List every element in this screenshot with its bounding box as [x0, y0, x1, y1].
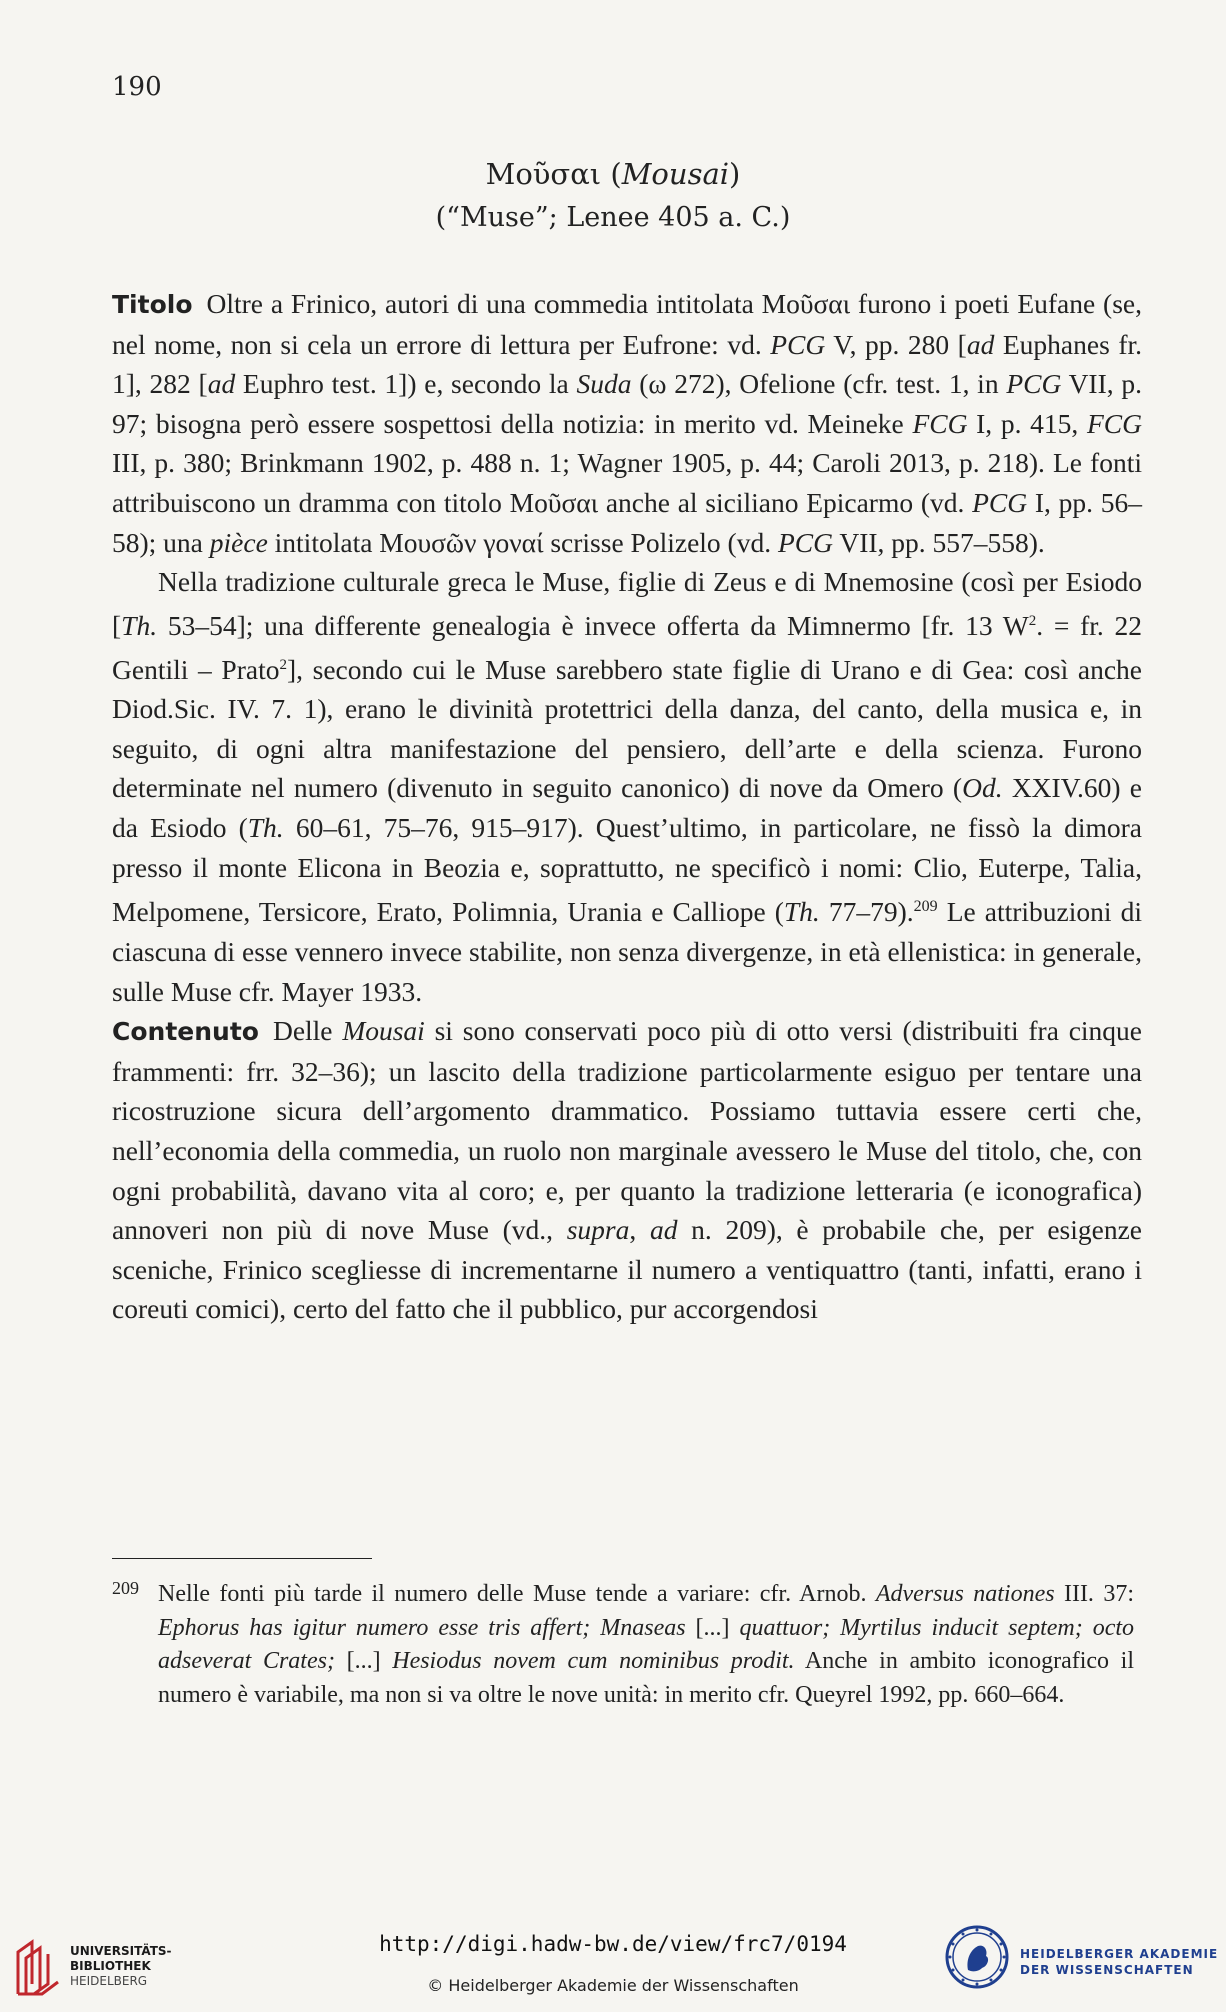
hadw-seal-icon [944, 1924, 1010, 1990]
paragraph-muse: Nella tradizione culturale greca le Muse, figlie di Zeus e di Mnemosine (così per Esiodo [Th. 53–54]; una differente genealogia è invece offerta da Mimnermo [fr. 13 $W^2$. = fr. 22 Gentili – Prato$^2$], secondo cui le Muse sarebbero state figlie di Urano e di Gea: così anche Diod.Sic. IV. 7. 1), erano le divinità protettrici della danza, del canto, della musica e, in seguito, di ogni altra manifestazione del pensiero, dell’arte e della scienza. Furono determinate nel numero (divenuto in seguito canonico) di nove da Omero (Od. XXIV.60) e da Esiodo (Th. 60–61, 75–76, 915–917). Quest’ultimo, in particolare, ne fissò la dimora presso il monte Elicona in Beozia e, soprattutto, ne specificò i nomi: Clio, Euterpe, Talia, Melpomene, Tersicore, Erato, Polimnia, Urania e Calliope (Th. 77–79).$^{209}$ Le attribuzioni di ciascuna di esse vennero invece stabilite, non senza divergenze, in età ellenistica: in generale, sulle Muse cfr. Mayer 1933. [112, 566, 1143, 1007]
title-translit: Mousai [621, 157, 730, 191]
body-text [112, 284, 1142, 1329]
footnote-number: 209 [112, 1578, 139, 1598]
section-subtitle: (“Muse”; Lenee 405 a. C.) [435, 202, 791, 233]
footnote: 209 Nelle fonti più tarde il numero delle Muse tende a variare: cfr. Arnob. Adversus nationes III. 37: Ephorus has igitur numero esse tris affert; Mnaseas [...] quattuor; Myrtilus inducit septem; octo adseverat Crates; [...] Hesiodus novem cum nominibus prodit. Anche in ambito iconografico il numero è variabile, ma non si va oltre le nove unità: in merito cfr. Queyrel 1992, pp. 660–664. [112, 1578, 1134, 1712]
footer [0, 1900, 1226, 2012]
copyright-text: © Heidelberger Akademie der Wissenschaften [427, 1976, 799, 1995]
page-number: 190 [112, 72, 162, 102]
ub-heidelberg-text: UNIVERSITÄTS- BIBLIOTHEK HEIDELBERG [70, 1944, 172, 1988]
titolo-label: Titolo [112, 290, 193, 319]
footnote-ref[interactable]: 209 [913, 898, 938, 916]
paragraph-titolo: Titolo Oltre a Frinico, autori di una commedia intitolata Μοῦσαι furono i poeti Eufane (se, nel nome, non si cela un errore di lettura per Eufrone: vd. PCG V, pp. 280 [ad Euphanes fr. 1], 282 [ad Euphro test. 1]) e, secondo la Suda (ω 272), Ofelione (cfr. test. 1, in PCG VII, p. 97; bisogna però essere sospettosi della notizia: in merito vd. Meineke FCG I, p. 415, FCG III, p. 380; Brinkmann 1902, p. 488 n. 1; Wagner 1905, p. 44; Caroli 2013, p. 218). Le fonti attribuiscono un dramma con titolo Μοῦσαι anche al siciliano Epicarmo (vd. PCG I, pp. 56–58); una pièce intitolata Μουσῶν γοναί scrisse Polizelo (vd. PCG VII, pp. 557–558). [112, 288, 1142, 558]
title-greek: Μοῦσαι [485, 157, 602, 191]
section-title: Μοῦσαι (Mousai) [485, 157, 741, 191]
paragraph-contenuto: Contenuto Delle Mousai si sono conservati poco più di otto versi (distribuiti fra cinque frammenti: frr. 32–36); un lascito della tradizione particolarmente esiguo per tentare una ricostruzione sicura dell’argomento drammatico. Possiamo tuttavia essere certi che, nell’economia della commedia, un ruolo non marginale avessero le Muse del titolo, che, con ogni probabilità, davano vita al coro; e, per quanto la tradizione letteraria (e iconografica) annoveri non più di nove Muse (vd., supra, ad n. 209), è probabile che, per esigenze sceniche, Frinico scegliesse di incrementarne il numero a ventiquattro (tanti, infatti, erano i coreuti comici), certo del fatto che il pubblico, pur accorgendosi [112, 1015, 1143, 1325]
hadw-text: HEIDELBERGER AKADEMIE DER WISSENSCHAFTEN [1020, 1947, 1219, 1977]
source-url-link[interactable]: http://digi.hadw-bw.de/view/frc7/0194 [379, 1932, 847, 1956]
footnote-rule [112, 1558, 372, 1559]
contenuto-label: Contenuto [112, 1017, 259, 1047]
